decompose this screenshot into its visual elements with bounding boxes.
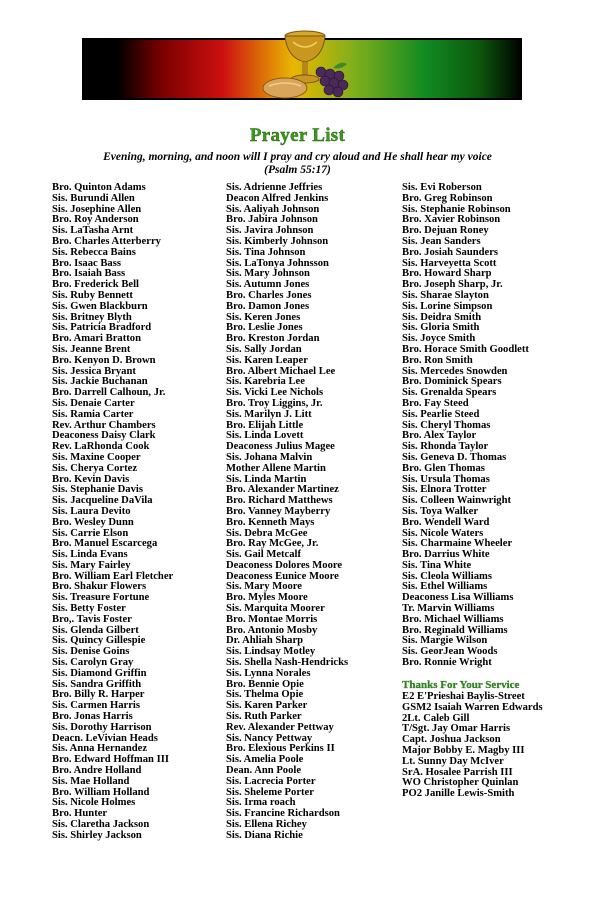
list-item: Sis. Shirley Jackson: [52, 829, 142, 841]
list-item: Sis. Dorothy Harrison: [52, 721, 152, 733]
list-item: Sis. Autumn Jones: [226, 279, 310, 291]
list-item: Bro. Roy Anderson: [52, 214, 139, 226]
list-item: Deaconess Daisy Clark: [52, 430, 156, 442]
list-item: Sis. Elnora Trotter: [402, 484, 487, 496]
list-item: Deaconess Lisa Williams: [402, 592, 514, 604]
list-item: Bro. Josiah Saunders: [402, 246, 499, 258]
list-item: Bro. Dejuan Roney: [402, 225, 489, 237]
list-item: Sis. Adrienne Jeffries: [226, 182, 323, 193]
list-item: Sis. Carrie Elson: [52, 527, 129, 539]
list-item: Deacn. LeVivian Heads: [52, 732, 158, 744]
list-item: Sis. Anna Hernandez: [52, 743, 148, 755]
list-item: Sis. Linda Evans: [52, 549, 128, 561]
list-item: WO Christopher Quinlan: [402, 777, 519, 789]
list-item: Sis. Maxine Cooper: [52, 451, 141, 463]
list-item: Bro. Horace Smith Goodlett: [402, 343, 529, 355]
list-item: Sis. Gloria Smith: [402, 322, 480, 334]
list-item: Bro. Albert Michael Lee: [226, 365, 336, 377]
list-item: Sis. Sally Jordan: [226, 343, 302, 355]
list-item: Bro. William Holland: [52, 786, 150, 798]
list-item: Bro. Darrius White: [402, 549, 490, 561]
list-item: Sis. Cherya Cortez: [52, 462, 138, 474]
list-item: Sis. Treasure Fortune: [52, 592, 150, 604]
list-item: Bro. Kenyon D. Brown: [52, 354, 156, 366]
list-item: Bro. Isaac Bass: [52, 257, 121, 269]
list-item: Bro. Charles Atterberry: [52, 235, 161, 247]
list-item: Deaconess Eunice Moore: [226, 570, 339, 582]
list-item: Capt. Joshua Jackson: [402, 734, 501, 746]
list-item: Sis. Rebecca Bains: [52, 246, 136, 258]
list-item: Sis. Debra McGee: [226, 527, 308, 539]
list-item: Bro. Edward Hoffman III: [52, 754, 169, 766]
list-item: Bro. Greg Robinson: [402, 192, 493, 204]
list-item: Sis. Marquita Moorer: [226, 603, 325, 615]
list-item: Bro. Leslie Jones: [226, 322, 303, 334]
list-item: Bro. Joseph Sharp, Jr.: [402, 279, 503, 291]
list-item: Sis. Gail Metcalf: [226, 549, 302, 561]
list-item: Sis. Tina Johnson: [226, 246, 306, 258]
list-item: Sis. Sharae Slayton: [402, 289, 489, 301]
list-item: Sis. Stephanie Robinson: [402, 203, 511, 215]
list-item: Sis. Francine Richardson: [226, 808, 340, 820]
list-item: Sis. Ursula Thomas: [402, 473, 490, 485]
list-item: Sis. Nicole Holmes: [52, 797, 136, 809]
list-item: Bro. Alexander Martinez: [226, 484, 339, 496]
list-item: Sis. Lynna Norales: [226, 667, 311, 679]
list-item: Sis. Pearlie Steed: [402, 408, 480, 420]
list-item: Bro. Darrell Calhoun, Jr.: [52, 387, 166, 399]
list-item: Tr. Marvin Williams: [402, 603, 495, 615]
list-item: Sis. Sheleme Porter: [226, 786, 314, 798]
list-item: Sis. Mae Holland: [52, 775, 130, 787]
list-item: Bro. Alex Taylor: [402, 430, 477, 442]
list-item: Sis. Burundi Allen: [52, 192, 135, 204]
list-item: Sis. Denise Goins: [52, 646, 130, 658]
list-item: Sis. Denaie Carter: [52, 397, 135, 409]
list-item: Rev. Arthur Chambers: [52, 419, 156, 431]
list-item: Dr. Ahliah Sharp: [226, 635, 304, 647]
list-item: Sis. Carmen Harris: [52, 700, 140, 712]
list-item: SrA. Hosalee Parrish III: [402, 766, 513, 778]
list-item: Bro. Glen Thomas: [402, 462, 485, 474]
list-item: Sis. Cleola Williams: [402, 570, 492, 582]
scripture-verse: [40, 151, 555, 177]
prayer-column-3: [402, 183, 529, 669]
list-item: Bro. Ron Smith: [402, 354, 473, 366]
list-item: Sis. Shella Nash-Hendricks: [226, 657, 349, 669]
list-item: Sis. Margie Wilson: [402, 635, 488, 647]
list-item: Sis. Kimberly Johnson: [226, 235, 329, 247]
list-item: Bro. Kevin Davis: [52, 473, 130, 485]
prayer-column-2: [226, 183, 348, 842]
list-item: Bro. Dominick Spears: [402, 376, 502, 388]
list-item: Sis. Joyce Smith: [402, 333, 476, 345]
list-item: Bro. Bennie Opie: [226, 678, 304, 690]
prayer-column-1: [52, 183, 173, 842]
list-item: Bro. Frederick Bell: [52, 279, 139, 291]
list-item: Bro. Antonio Mosby: [226, 624, 318, 636]
list-item: Sis. Karen Parker: [226, 700, 308, 712]
list-item: Sis. Sandra Griffith: [52, 678, 142, 690]
page-title: Prayer List: [249, 125, 346, 146]
list-item: Sis. Karen Leaper: [226, 354, 308, 366]
list-item: Sis. Ruby Bennett: [52, 289, 133, 301]
chalice-bread-grapes-icon: [255, 22, 355, 102]
list-item: Sis. Jean Sanders: [402, 235, 481, 247]
list-item: Sis. Betty Foster: [52, 603, 126, 615]
list-item: Sis. Diana Richie: [226, 829, 303, 841]
list-item: Sis. Rhonda Taylor: [402, 441, 489, 453]
list-item: Bro. Isaiah Bass: [52, 268, 126, 280]
list-item: Bro. Elexious Perkins II: [226, 743, 335, 755]
list-item: Sis. Jackie Buchanan: [52, 376, 148, 388]
list-item: Sis. GeorJean Woods: [402, 646, 498, 658]
list-item: Sis. Keren Jones: [226, 311, 301, 323]
list-item: Sis. Deidra Smith: [402, 311, 482, 323]
list-item: PO2 Janille Lewis-Smith: [402, 788, 515, 800]
list-item: Rev. LaRhonda Cook: [52, 441, 150, 453]
list-item: Sis. Jessica Bryant: [52, 365, 136, 377]
list-item: Bro. Xavier Robinson: [402, 214, 501, 226]
list-item: Bro. Charles Jones: [226, 289, 312, 301]
list-item: Sis. Lindsay Motley: [226, 646, 316, 658]
list-item: Sis. Carolyn Gray: [52, 657, 134, 669]
list-item: Deaconess Julius Magee: [226, 441, 335, 453]
list-item: Sis. Tina White: [402, 559, 472, 571]
list-item: Sis. Charmaine Wheeler: [402, 538, 513, 550]
list-item: Sis. Lacrecia Porter: [226, 775, 316, 787]
list-item: Sis. Irma roach: [226, 797, 296, 809]
list-item: Sis. Gwen Blackburn: [52, 300, 148, 312]
list-item: Sis. Stephanie Davis: [52, 484, 143, 496]
list-item: Sis. Mary Fairley: [52, 559, 131, 571]
list-item: Bro. Manuel Escarcega: [52, 538, 158, 550]
list-item: Sis. Ramia Carter: [52, 408, 134, 420]
list-item: Bro. Wendell Ward: [402, 516, 490, 528]
list-item: Sis. Grenalda Spears: [402, 387, 497, 399]
service-list: [402, 692, 543, 800]
list-item: Bro. Richard Matthews: [226, 495, 333, 507]
list-item: Sis. Ruth Parker: [226, 711, 302, 723]
list-item: Sis. Javira Johnson: [226, 225, 314, 237]
list-item: 2Lt. Caleb Gill: [402, 712, 470, 724]
list-item: Sis. Cheryl Thomas: [402, 419, 491, 431]
list-item: Sis. Diamond Griffin: [52, 667, 147, 679]
list-item: Bro. Montae Morris: [226, 613, 318, 625]
list-item: Sis. Karebria Lee: [226, 376, 305, 388]
list-item: Sis. Ellena Richey: [226, 819, 307, 831]
verse-citation: (Psalm 55:17): [264, 164, 331, 176]
list-item: Sis. Britney Blyth: [52, 311, 132, 323]
list-item: Lt. Sunny Day McIver: [402, 755, 504, 767]
list-item: Sis. Patricia Bradford: [52, 322, 152, 334]
list-item: E2 E'Prieshai Baylis-Street: [402, 691, 525, 702]
list-item: Sis. Nancy Pettway: [226, 732, 313, 744]
list-item: Sis. Mary Moore: [226, 581, 303, 593]
list-item: Bro. Hunter: [52, 808, 108, 820]
list-item: Sis. Mercedes Snowden: [402, 365, 508, 377]
list-item: Bro. William Earl Fletcher: [52, 570, 174, 582]
list-item: Sis. Mary Johnson: [226, 268, 310, 280]
list-item: Bro. Vanney Mayberry: [226, 505, 331, 517]
list-item: Sis. Marilyn J. Litt: [226, 408, 312, 420]
list-item: Bro. Michael Williams: [402, 613, 504, 625]
list-item: Sis. Geneva D. Thomas: [402, 451, 507, 463]
list-item: Bro. Damon Jones: [226, 300, 310, 312]
list-item: Bro. Myles Moore: [226, 592, 308, 604]
list-item: Dean. Ann Poole: [226, 765, 302, 777]
list-item: Sis. Jeanne Brent: [52, 343, 131, 355]
list-item: Bro,. Tavis Foster: [52, 613, 132, 625]
list-item: Major Bobby E. Magby III: [402, 744, 525, 756]
list-item: Sis. Linda Lovett: [226, 430, 304, 442]
list-item: Deaconess Dolores Moore: [226, 559, 343, 571]
list-item: Sis. Ethel Williams: [402, 581, 488, 593]
list-item: Bro. Shakur Flowers: [52, 581, 147, 593]
list-item: Sis. Johana Malvin: [226, 451, 313, 463]
list-item: Sis. Linda Martin: [226, 473, 307, 485]
list-item: Sis. Jacqueline DaVila: [52, 495, 153, 507]
list-item: Sis. Evi Roberson: [402, 182, 482, 193]
list-item: Deacon Alfred Jenkins: [226, 192, 329, 204]
list-item: Bro. Ronnie Wright: [402, 657, 492, 669]
list-item: Bro. Ray McGee, Jr.: [226, 538, 319, 550]
list-item: Sis. Amelia Poole: [226, 754, 304, 766]
list-item: Bro. Andre Holland: [52, 765, 142, 777]
list-item: Sis. Quincy Gillespie: [52, 635, 146, 647]
list-item: Bro. Reginald Williams: [402, 624, 508, 636]
list-item: Sis. LaTasha Arnt: [52, 225, 134, 237]
list-item: Bro. Jonas Harris: [52, 711, 133, 723]
list-item: Bro. Kreston Jordan: [226, 333, 320, 345]
list-item: Bro. Wesley Dunn: [52, 516, 134, 528]
list-item: Sis. Thelma Opie: [226, 689, 304, 701]
list-item: Bro. Kenneth Mays: [226, 516, 315, 528]
list-item: Sis. Josephine Allen: [52, 203, 142, 215]
list-item: Sis. Harveyetta Scott: [402, 257, 497, 269]
list-item: GSM2 Isaiah Warren Edwards: [402, 701, 543, 713]
list-item: Bro. Amari Bratton: [52, 333, 141, 345]
list-item: Sis. LaTonya Johnsson: [226, 257, 329, 269]
list-item: Mother Allene Martin: [226, 462, 326, 474]
list-item: Sis. Claretha Jackson: [52, 819, 150, 831]
list-item: Bro. Quinton Adams: [52, 182, 146, 193]
list-item: Sis. Aaliyah Johnson: [226, 203, 320, 215]
list-item: Sis. Vicki Lee Nichols: [226, 387, 324, 399]
list-item: Sis. Nicole Waters: [402, 527, 484, 539]
list-item: Bro. Elijah Little: [226, 419, 304, 431]
list-item: Bro. Howard Sharp: [402, 268, 492, 280]
list-item: Sis. Glenda Gilbert: [52, 624, 139, 636]
list-item: Sis. Colleen Wainwright: [402, 495, 511, 507]
verse-text: Evening, morning, and noon will I pray and cry aloud and He shall hear my voice: [103, 151, 492, 163]
list-item: Sis. Lorine Simpson: [402, 300, 493, 312]
list-item: Bro. Troy Liggins, Jr.: [226, 397, 323, 409]
list-item: Rev. Alexander Pettway: [226, 721, 334, 733]
list-item: Bro. Jabira Johnson: [226, 214, 318, 226]
list-item: Sis. Laura Devito: [52, 505, 131, 517]
list-item: Bro. Fay Steed: [402, 397, 469, 409]
list-item: Sis. Toya Walker: [402, 505, 479, 517]
list-item: T/Sgt. Jay Omar Harris: [402, 723, 511, 735]
list-item: Bro. Billy R. Harper: [52, 689, 145, 701]
thanks-heading: Thanks For Your Service: [402, 679, 520, 691]
